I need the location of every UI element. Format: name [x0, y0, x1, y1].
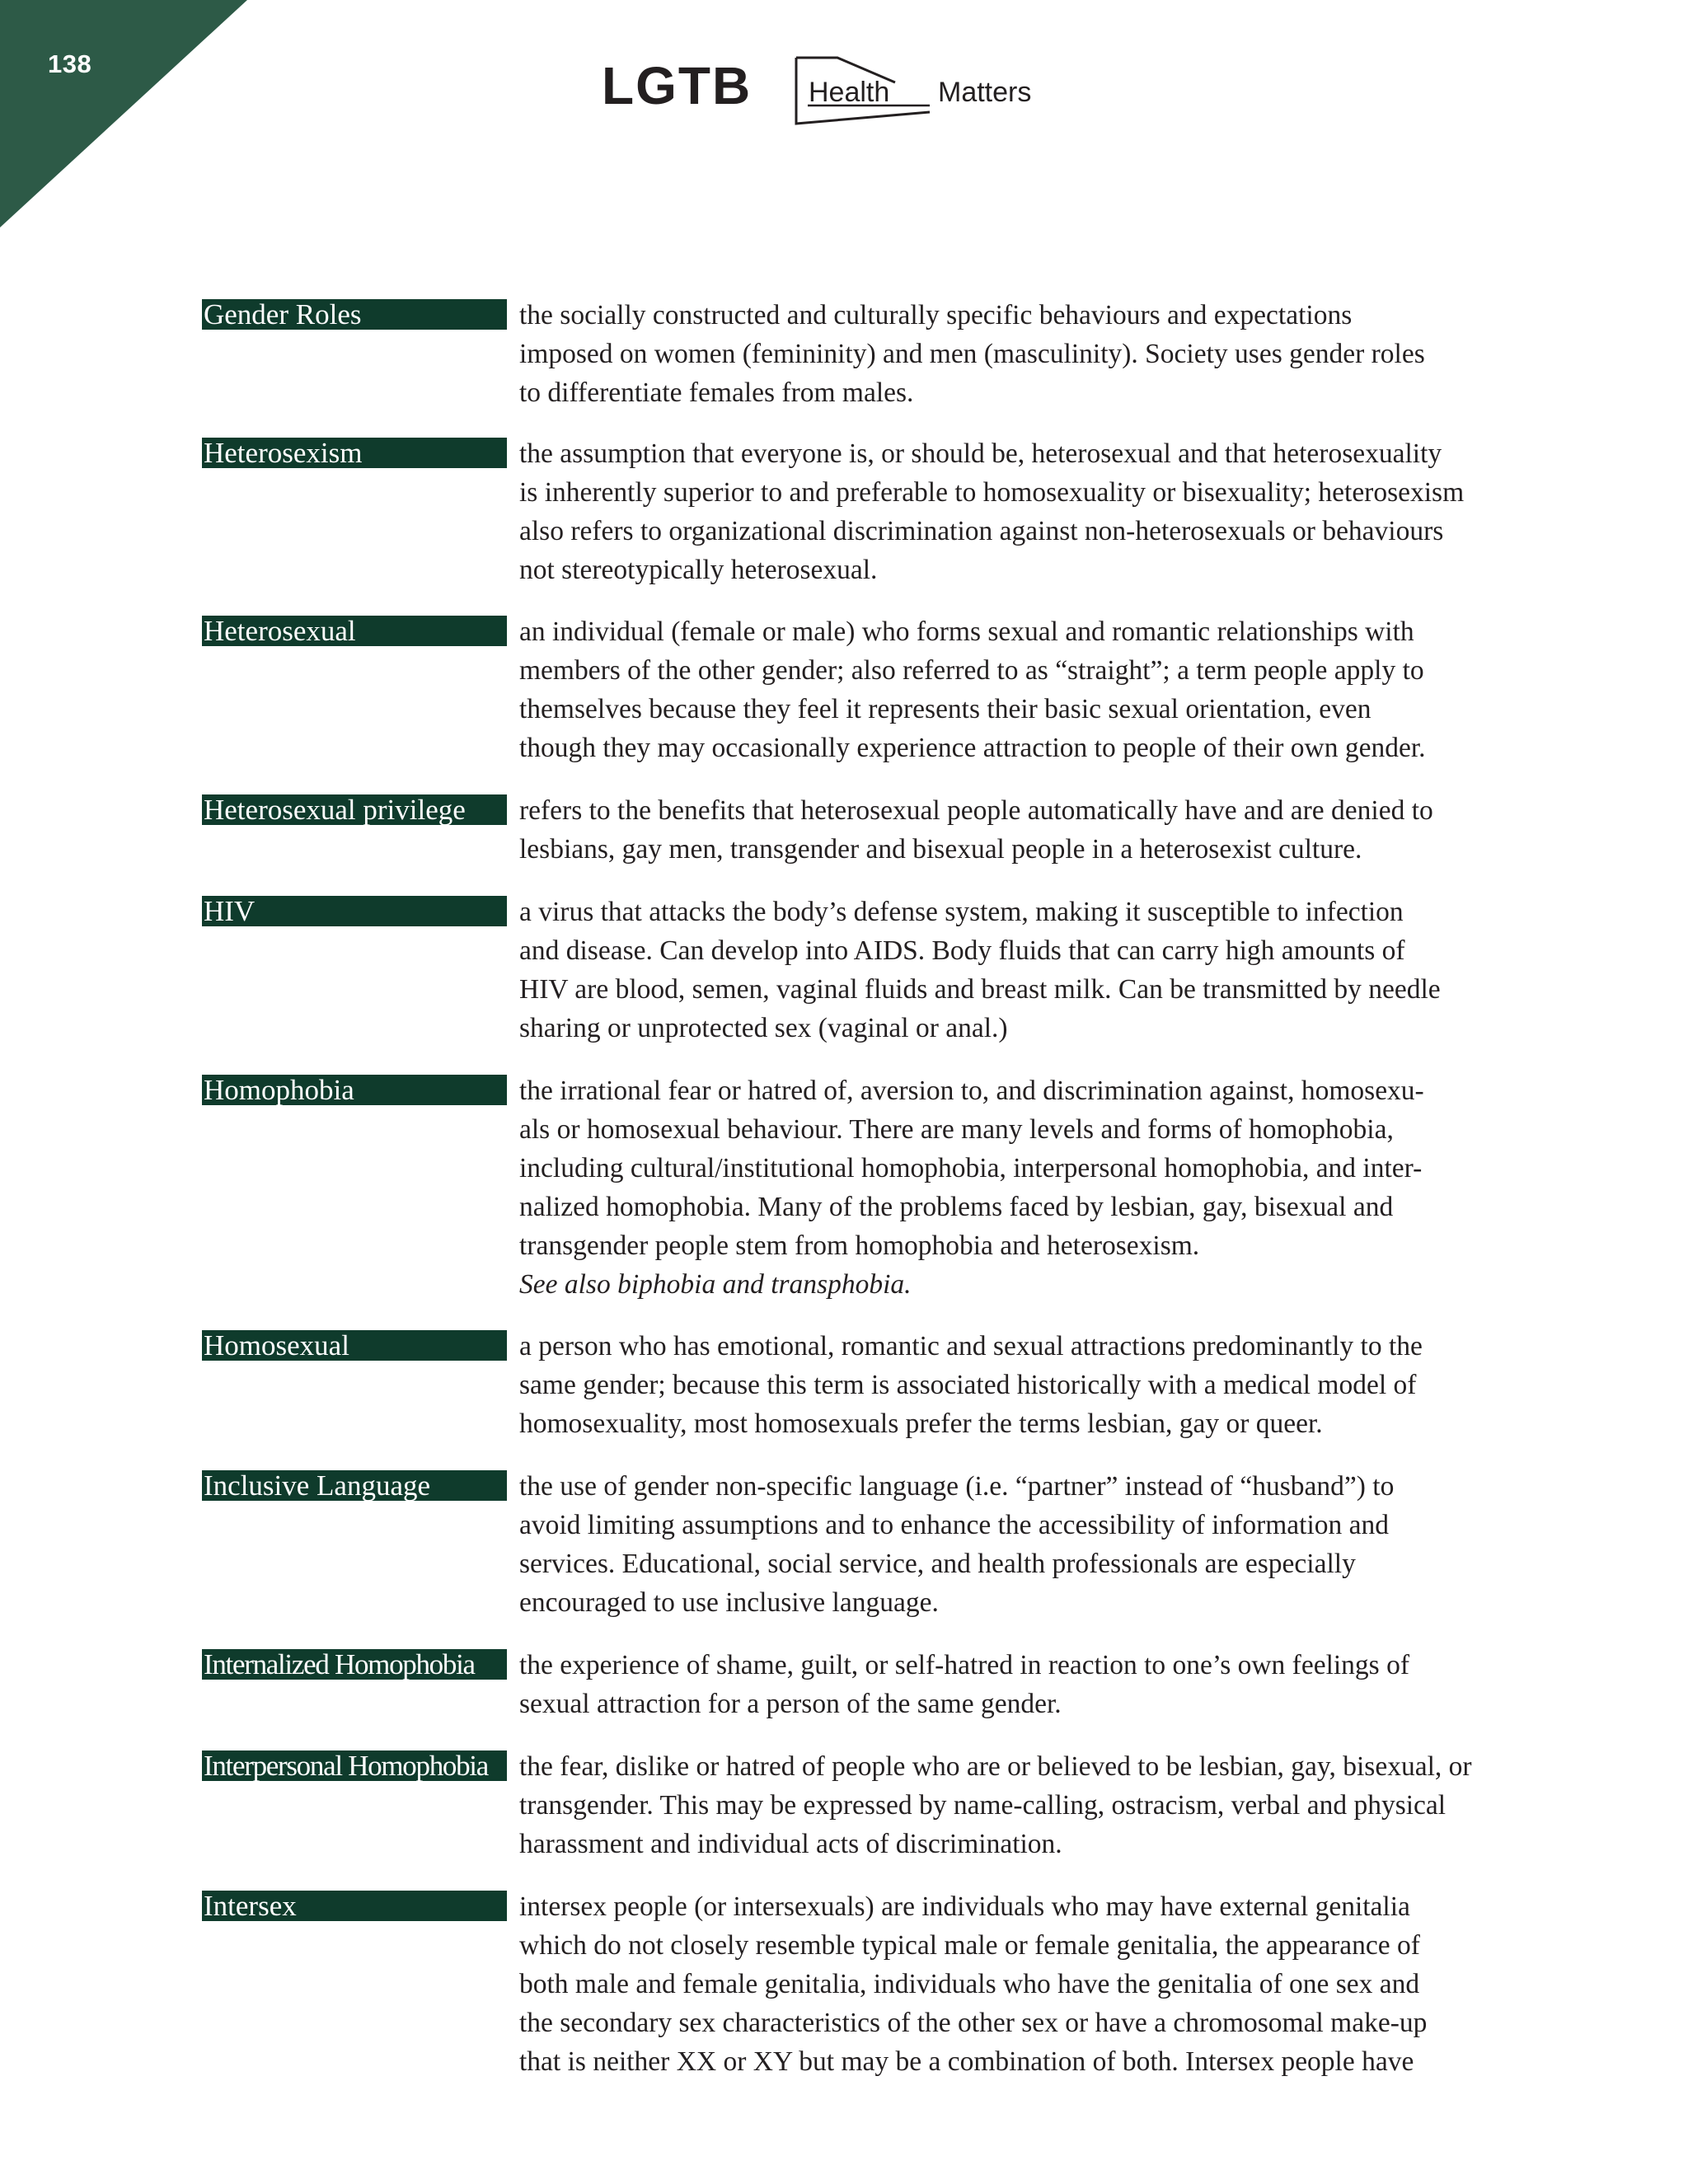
- logo-main-text: LGTB: [602, 56, 753, 115]
- glossary-term: Heterosexual: [202, 616, 507, 646]
- glossary-term: Homophobia: [202, 1075, 507, 1105]
- definition-line: which do not closely resemble typical male or female genitalia, the appearance of: [519, 1930, 1420, 1961]
- definition-line: the socially constructed and culturally specific behaviours and expectations: [519, 300, 1353, 330]
- header-logo: [602, 54, 1088, 129]
- definition-line: homosexuality, most homosexuals prefer the terms lesbian, gay or queer.: [519, 1408, 1323, 1439]
- definition-line: intersex people (or intersexuals) are individuals who may have external genitalia: [519, 1891, 1410, 1922]
- definition-line: nalized homophobia. Many of the problems faced by lesbian, gay, bisexual and: [519, 1192, 1394, 1222]
- definition-line: a virus that attacks the body’s defense system, making it susceptible to infection: [519, 897, 1404, 927]
- glossary-definition: [519, 1327, 1545, 1443]
- definition-line: imposed on women (femininity) and men (masculinity). Society uses gender roles: [519, 339, 1425, 369]
- definition-line: services. Educational, social service, and health professionals are especially: [519, 1549, 1356, 1579]
- glossary-term: HIV: [202, 896, 507, 926]
- glossary-definition: [519, 1646, 1545, 1723]
- definition-line: als or homosexual behaviour. There are many levels and forms of homophobia,: [519, 1114, 1394, 1145]
- definition-line: harassment and individual acts of discrimination.: [519, 1829, 1062, 1859]
- logo-matters-text: Matters: [938, 77, 1032, 108]
- definition-line: that is neither XX or XY but may be a combination of both. Intersex people have: [519, 2046, 1414, 2077]
- glossary-term: Inclusive Language: [202, 1470, 507, 1501]
- definition-line: refers to the benefits that heterosexual people automatically have and are denied to: [519, 795, 1433, 826]
- definition-line: and disease. Can develop into AIDS. Body fluids that can carry high amounts of: [519, 935, 1405, 966]
- glossary-definition: [519, 434, 1545, 589]
- definition-line: also refers to organizational discrimination against non-heterosexuals or behaviours: [519, 516, 1444, 546]
- glossary-definition: [519, 791, 1545, 869]
- glossary-definition: [519, 893, 1545, 1047]
- definition-line: HIV are blood, semen, vaginal fluids and breast milk. Can be transmitted by needle: [519, 974, 1441, 1005]
- glossary-term: Interpersonal Homophobia: [202, 1750, 507, 1781]
- definition-line: transgender. This may be expressed by name-calling, ostracism, verbal and physical: [519, 1790, 1447, 1821]
- glossary-definition: [519, 1747, 1545, 1863]
- glossary-definition: [519, 612, 1545, 767]
- definition-line: transgender people stem from homophobia and heterosexism.: [519, 1230, 1200, 1261]
- logo-health-text: Health: [809, 77, 890, 108]
- definition-line: not stereotypically heterosexual.: [519, 555, 878, 585]
- definition-line: sexual attraction for a person of the same gender.: [519, 1689, 1062, 1719]
- definition-line: lesbians, gay men, transgender and bisexual people in a heterosexist culture.: [519, 834, 1362, 865]
- definition-line: both male and female genitalia, individuals who have the genitalia of one sex and: [519, 1969, 1420, 1999]
- definition-line: an individual (female or male) who forms sexual and romantic relationships with: [519, 616, 1414, 647]
- definition-line: a person who has emotional, romantic and sexual attractions predominantly to the: [519, 1331, 1423, 1361]
- definition-line: same gender; because this term is associated historically with a medical model of: [519, 1370, 1417, 1400]
- definition-line: encouraged to use inclusive language.: [519, 1587, 939, 1618]
- glossary-term: Heterosexual privilege: [202, 794, 507, 825]
- definition-line: the irrational fear or hatred of, aversion to, and discrimination against, homosexu-: [519, 1076, 1424, 1106]
- definition-line: to differentiate females from males.: [519, 377, 914, 408]
- definition-line: the use of gender non-specific language (i.e. “partner” instead of “husband”) to: [519, 1471, 1395, 1502]
- definition-line: avoid limiting assumptions and to enhance the accessibility of information and: [519, 1510, 1390, 1540]
- corner-triangle: [0, 0, 247, 227]
- glossary-term: Homosexual: [202, 1330, 507, 1361]
- glossary-term: Heterosexism: [202, 438, 507, 468]
- definition-line: including cultural/institutional homophobia, interpersonal homophobia, and inter-: [519, 1153, 1423, 1183]
- definition-line: sharing or unprotected sex (vaginal or anal.): [519, 1013, 1008, 1043]
- see-also-note: See also biphobia and transphobia.: [519, 1269, 912, 1300]
- definition-line: is inherently superior to and preferable to homosexuality or bisexuality; heterosexism: [519, 477, 1465, 508]
- glossary-definition: [519, 1071, 1545, 1304]
- glossary-definition: [519, 1887, 1545, 2081]
- glossary-definition: [519, 1467, 1545, 1622]
- glossary-term: Intersex: [202, 1891, 507, 1921]
- page-number: 138: [48, 49, 92, 78]
- definition-line: the experience of shame, guilt, or self-hatred in reaction to one’s own feelings of: [519, 1650, 1409, 1680]
- definition-line: the fear, dislike or hatred of people who are or believed to be lesbian, gay, bisexual, or: [519, 1751, 1472, 1782]
- definition-line: the secondary sex characteristics of the other sex or have a chromosomal make-up: [519, 2008, 1428, 2038]
- definition-line: members of the other gender; also referred to as “straight”; a term people apply to: [519, 655, 1424, 686]
- glossary-term: Internalized Homophobia: [202, 1649, 507, 1680]
- glossary-definition: [519, 296, 1545, 412]
- definition-line: though they may occasionally experience attraction to people of their own gender.: [519, 733, 1426, 763]
- definition-line: themselves because they feel it represents their basic sexual orientation, even: [519, 694, 1372, 724]
- definition-line: the assumption that everyone is, or should be, heterosexual and that heterosexuality: [519, 438, 1442, 469]
- glossary-term: Gender Roles: [202, 299, 507, 330]
